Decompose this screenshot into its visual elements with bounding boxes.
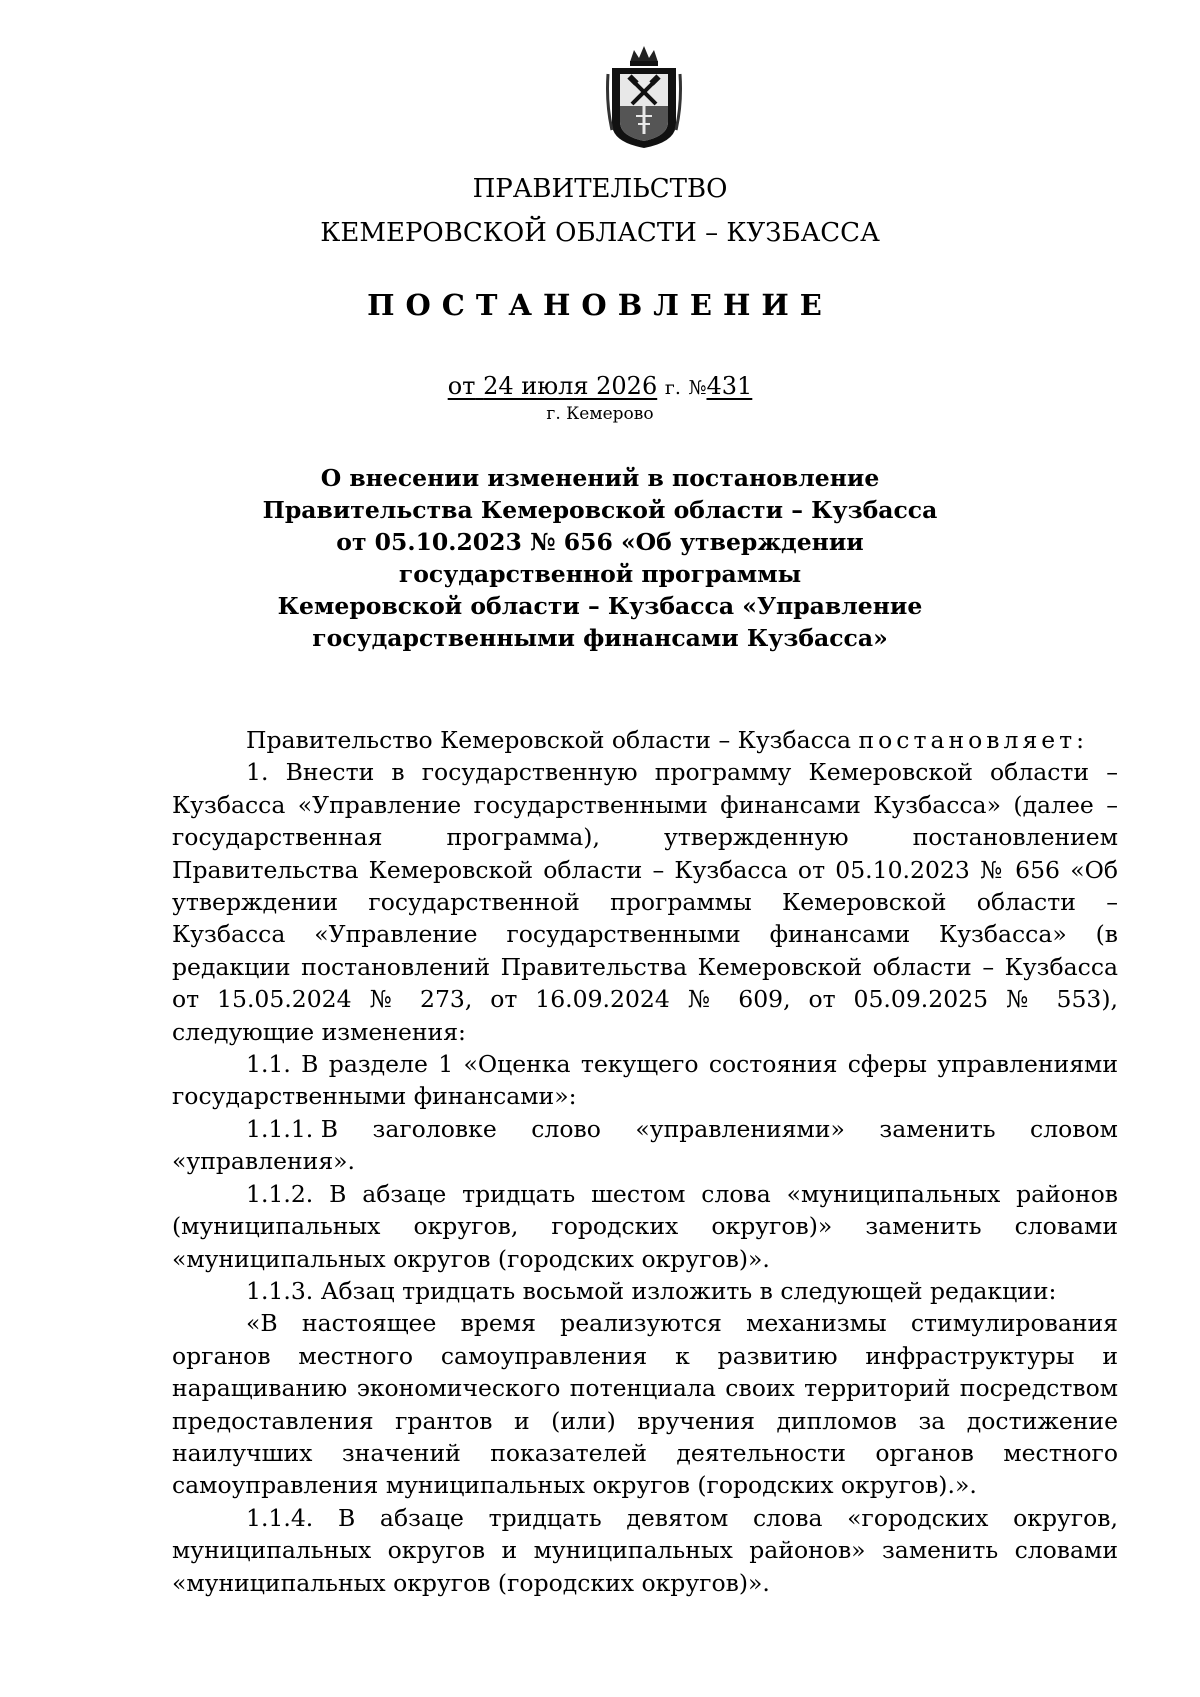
paragraph-1: 1. Внести в государственную программу Кемеровской области – Кузбасса «Управление государственными финансами Кузбасса» (далее – государственная программа), утвержденную постановлением Правительства Кемеровской области – Кузбасса от 05.10.2023 № 656 «Об утверждении государственной программы Кемеровской области – Кузбасса «Управление государственными финансами Кузбасса» (в редакции постановлений Правительства Кемеровской области – Кузбасса от 15.05.2024 № 273, от 16.09.2024 № 609, от 05.09.2025 № 553), следующие изменения: xyxy=(172,758,1118,1046)
coat-of-arms-icon xyxy=(606,44,682,150)
word: словом xyxy=(1030,1114,1118,1143)
paragraph-1-1-1-end: «управления». xyxy=(172,1147,355,1176)
title-line: от 05.10.2023 № 656 «Об утверждении xyxy=(336,528,864,556)
document-date: 24 июля 2026 xyxy=(483,372,658,400)
document-number: 431 xyxy=(706,372,753,400)
paragraph-1-1-1 xyxy=(172,1113,1118,1145)
word: заменить xyxy=(879,1114,996,1143)
city-line: г. Кемерово xyxy=(546,404,654,424)
quoted-paragraph: «В настоящее время реализуются механизмы стимулирования органов местного самоуправления к развитию инфраструктуры и наращиванию экономического потенциала своих территорий посредством предоставления грантов и (или) вручения дипломов за достижение наилучших значений показателей деятельности органов местного самоуправления муниципальных округов (городских округов).». xyxy=(172,1309,1118,1500)
title-line: Правительства Кемеровской области – Кузбасса xyxy=(262,496,938,524)
word: 1.1.1. В xyxy=(246,1114,339,1143)
paragraph-1-1-2: 1.1.2. В абзаце тридцать шестом слова «муниципальных районов (муниципальных округов, городских округов)» заменить словами «муниципальных округов (городских округов)». xyxy=(172,1179,1118,1273)
title-line: Кемеровской области – Кузбасса «Управление xyxy=(277,592,923,620)
title-line: государственной программы xyxy=(398,560,802,588)
date-number-line xyxy=(0,372,1200,400)
preamble-text: Правительство Кемеровской области – Кузбасса xyxy=(246,726,851,754)
paragraph-1-1-4: 1.1.4. В абзаце тридцать девятом слова «городских округов, муниципальных округов и муниципальных районов» заменить словами «муниципальных округов (городских округов)». xyxy=(172,1503,1118,1597)
title-line: государственными финансами Кузбасса» xyxy=(312,624,888,652)
document-title xyxy=(250,462,950,654)
document-type-heading: ПОСТАНОВЛЕНИЕ xyxy=(367,288,833,322)
org-name-line1: ПРАВИТЕЛЬСТВО xyxy=(472,174,728,204)
paragraph-1-1: 1.1. В разделе 1 «Оценка текущего состояния сферы управлениями государственными финансами»: xyxy=(172,1050,1118,1111)
org-name-line2: КЕМЕРОВСКОЙ ОБЛАСТИ – КУЗБАССА xyxy=(320,218,880,248)
paragraph-1-1-3: 1.1.3. Абзац тридцать восьмой изложить в следующей редакции: xyxy=(246,1276,1057,1305)
word: «управлениями» xyxy=(635,1114,845,1143)
preamble-verb: постановляет: xyxy=(858,726,1089,754)
title-line: О внесении изменений в постановление xyxy=(320,464,880,492)
year-suffix: г. xyxy=(664,377,681,399)
number-prefix: № xyxy=(688,377,707,399)
word: заголовке xyxy=(372,1114,497,1143)
date-prefix: от xyxy=(447,372,476,400)
document-body xyxy=(172,724,1118,1599)
preamble xyxy=(172,724,1118,756)
word: слово xyxy=(531,1114,601,1143)
